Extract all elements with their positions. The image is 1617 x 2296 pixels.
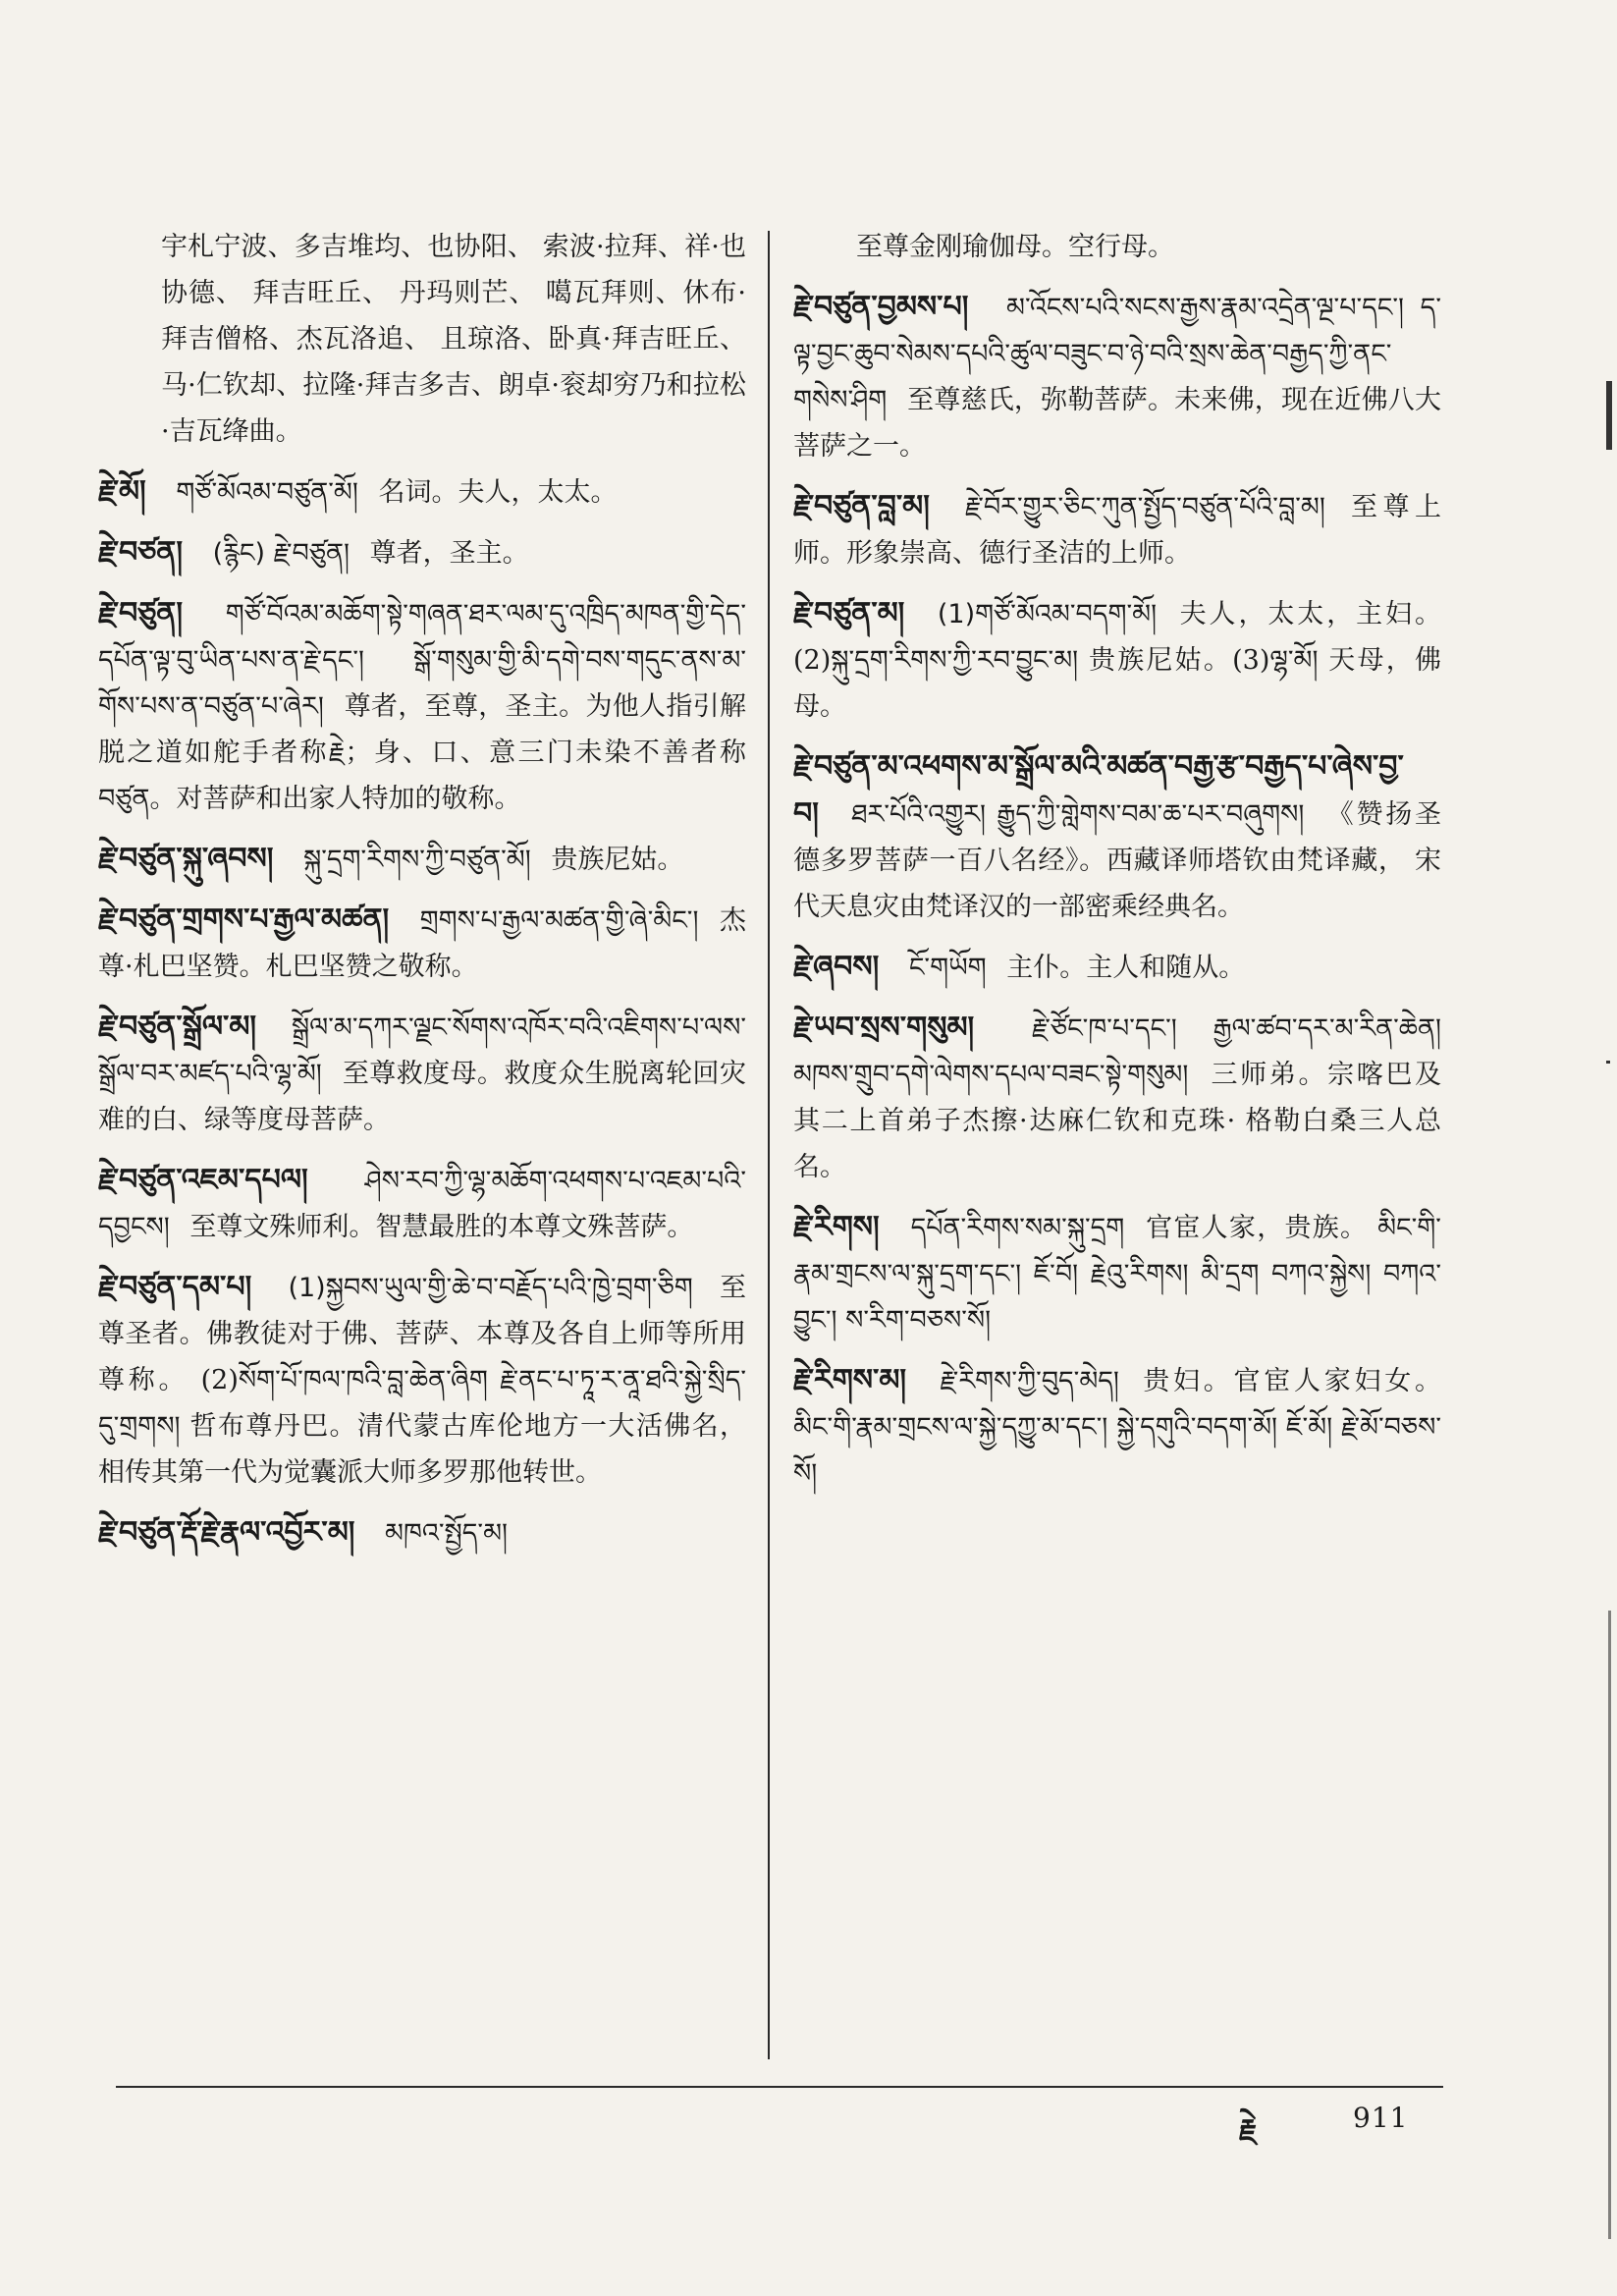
entry-rdo-rje-rnal-byor-ma (98, 1509, 746, 1557)
entry-tibetan: ངོ་གཡོག (908, 953, 987, 983)
entry-tibetan: (རྙིང) རྗེ་བཙུན། (212, 538, 350, 569)
entry-tibetan: གཙོ་མོའམ་བཙུན་མོ། (176, 477, 358, 508)
entry-tibetan: སྒྲོལ་མ་དཀར་ལྗང་སོགས་འཁོར་བའི་འཇིགས་པ་ལས་སྒྲོལ་བར་མཛད་པའི་ལྷ་མོ། (98, 1012, 746, 1089)
entry-tibetan: རྗེ་རིགས་ཀྱི་བུད་མེད། (940, 1366, 1119, 1396)
right-column (793, 224, 1441, 1510)
right-intro (793, 224, 1441, 270)
entry-head: རྗེ་བཙུན་འཇམ་དཔལ། (98, 1163, 308, 1197)
entry-definition: 尊者，圣主。 (369, 538, 529, 569)
entry-rje-btsun-sku-zhabs (98, 836, 746, 883)
entry-sgrol-ma-mtshan-brgya (793, 743, 1441, 930)
entry-definition: 《赞扬圣德多罗菩萨一百八名经》。西藏译师塔钦由梵译藏， 宋代天息灾由梵译汉的一部密乘经典名。 (793, 799, 1441, 922)
entry-definition: 官宦人家，贵族。 (1146, 1213, 1369, 1243)
entry-definition: 至尊慈氏，弥勒菩萨。未来佛，现在近佛八大菩萨之一。 (793, 385, 1441, 462)
entry-definition: 名词。夫人，太太。 (378, 477, 618, 508)
entry-head: རྗེ་རིགས་མ། (793, 1363, 907, 1397)
entry-jam-dpal (98, 1157, 746, 1250)
left-intro (98, 224, 746, 455)
entry-head: རྗེ་ཞབས། (793, 950, 880, 984)
entry-tibetan: རྗེ་བོར་གྱུར་ཅིང་ཀུན་སྤྱོད་བཙུན་པོའི་བླ་མ། (964, 492, 1325, 522)
scan-edge-mark (1608, 1611, 1611, 2239)
entry-head: རྗེ་མོ། (98, 474, 146, 509)
entry-tibetan: མ་འོངས་པའི་སངས་རྒྱས་རྣམ་འདྲེན་ལྔ་པ་དང་། ད་ལྟ་བྱང་ཆུབ་སེམས་དཔའི་ཚུལ་བཟུང་བ་ཉེ་བའི་སྲས་ཆེན་བརྒྱད་ཀྱི་ནང་གསེས་ཤིག (793, 293, 1441, 415)
entry-rje-btsun-ma (793, 590, 1441, 730)
scan-edge-mark (1606, 1061, 1610, 1064)
entry-definition: 尊者，至尊，圣主。为他人指引解脱之道如舵手者称རྗེ；身、口、意三门未染不善者称བཙུན。对菩萨和出家人特加的敬称。 (98, 691, 746, 814)
entry-rje-rigs (793, 1204, 1441, 1343)
entry-head: རྗེ་བཙུན་བྱམས་པ། (793, 290, 969, 324)
page-number: 911 (1353, 2102, 1409, 2134)
entry-tibetan: ཐར་པོའི་འགྱུར། རྒྱུད་ཀྱི་གླེགས་བམ་ཆ་པར་བཞུགས། (851, 799, 1305, 830)
running-head: རྗེ (1239, 2113, 1258, 2148)
entry-tibetan: གྲགས་པ་རྒྱལ་མཚན་གྱི་ཞེ་མིང་། (419, 905, 699, 936)
entry-rje-mo (98, 468, 746, 516)
intro-text: 宇札宁波、多吉堆均、也协阳、 索波·拉拜、祥·也协德、 拜吉旺丘、 丹玛则芒、 噶瓦拜则、休布·拜吉僧格、杰瓦洛追、 且琼洛、卧真·拜吉旺丘、马·仁钦却、拉隆·拜吉多吉、朗卓·衮却穷乃和拉松·吉瓦绛曲。 (161, 232, 746, 447)
scan-edge-mark (1606, 381, 1612, 450)
entry-bla-ma (793, 483, 1441, 576)
entry-grags-pa-rgyal-mtshan (98, 897, 746, 990)
entry-rje-rigs-ma (793, 1357, 1441, 1497)
entry-head: རྗེ་བཙུན་མ། (793, 596, 905, 630)
entry-tibetan: གཙོ་བོའམ་མཆོག་སྟེ་གཞན་ཐར་ལམ་དུ་འཁྲིད་མཁན་གྱི་དེད་དཔོན་ལྟ་བུ་ཡིན་པས་ན་རྗེ་དང་། སྒོ་གསུམ་གྱི་མི་དགེ་བས་གདུང་ནས་མ་གོས་པས་ན་བཙུན་པ་ཞེར། (98, 599, 746, 722)
entry-tibetan: མཁའ་སྤྱོད་མ། (385, 1518, 509, 1549)
column-divider (768, 231, 770, 2059)
entry-tibetan: རྗེ་ཙོང་ཁ་པ་དང་། རྒྱལ་ཚབ་དར་མ་རིན་ཆེན། མཁས་གྲུབ་དགེ་ལེགས་དཔལ་བཟང་སྟེ་གསུམ། (793, 1013, 1441, 1090)
entry-head: རྗེ་བཙུན། (98, 596, 183, 630)
entry-yab-sras-gsum (793, 1005, 1441, 1190)
entry-head: རྗེ་བཙུན་སྒྲོལ་མ། (98, 1010, 257, 1044)
entry-definition: 至尊上师。形象崇高、德行圣洁的上师。 (793, 492, 1441, 569)
entry-definition: 主仆。主人和随从。 (1006, 953, 1246, 983)
entry-dam-pa (98, 1264, 746, 1496)
entry-head: རྗེ་བཙུན་བླ་མ། (793, 489, 930, 523)
intro-text: 至尊金刚瑜伽母。空行母。 (856, 232, 1174, 262)
entry-byams-pa (793, 284, 1441, 469)
entry-head: རྗེ་བཙན། (98, 535, 183, 570)
entry-tibetan: (1)གཙོ་མོའམ་བདག་མོ། (937, 599, 1158, 629)
entry-tibetan: དཔོན་རིགས་སམ་སྐུ་དྲག (910, 1213, 1125, 1243)
entry-tibetan-2: མིང་གི་རྣམ་གྲངས་ལ་སྐྱེ་དཀྱུ་མ་དང་། སྐྱེ་དགུའི་བདག་མོ། ཇོ་མོ། རྗེ་མོ་བཅས་སོ། (793, 1412, 1441, 1489)
entry-head: རྗེ་བཙུན་སྐུ་ཞབས། (98, 842, 274, 876)
entry-tibetan: (1)སྐྱབས་ཡུལ་གྱི་ཆེ་བ་བརྗོད་པའི་ཁྱེ་བྲག་ཅིག (288, 1273, 693, 1303)
entry-definition: 三师弟。宗喀巴及其二上首弟子杰擦·达麻仁钦和克珠· 格勒白桑三人总名。 (793, 1060, 1441, 1182)
entry-tibetan-2: མིང་གི་རྣམ་གྲངས་ལ་སྐུ་དྲག་དང་། ཇོ་བོ། རྗེའུ་རིགས། མི་དྲག བཀའ་སྐྱེས། བཀའ་བྱུང་། ས་རིག་བཅས་སོ། (793, 1213, 1441, 1336)
entry-head: རྗེ་བཙུན་དམ་པ། (98, 1270, 252, 1304)
entry-definition: 至尊救度母。救度众生脱离轮回灾难的白、绿等度母菩萨。 (98, 1059, 746, 1135)
entry-definition-2: 哲布尊丹巴。清代蒙古库伦地方一大活佛名， 相传其第一代为觉囊派大师多罗那他转世。 (98, 1411, 746, 1488)
left-column (98, 224, 746, 1570)
entry-head: རྗེ་བཙུན་རྡོ་རྗེ་རྣལ་འབྱོར་མ། (98, 1515, 355, 1550)
footer-rule (116, 2086, 1443, 2088)
entry-sgrol-ma (98, 1004, 746, 1143)
entry-head: རྗེ་ཡབ་སྲས་གསུམ། (793, 1011, 975, 1045)
entry-definition: 杰尊·札巴坚赞。札巴坚赞之敬称。 (98, 905, 746, 982)
entry-head: རྗེ་རིགས། (793, 1210, 880, 1244)
entry-definition: 贵族尼姑。 (551, 845, 684, 875)
entry-tibetan: ཤེས་རབ་ཀྱི་ལྷ་མཆོག་འཕགས་པ་འཇམ་པའི་དབྱངས། (98, 1166, 746, 1242)
entry-rje-btsan (98, 529, 746, 576)
entry-head: རྗེ་བཙུན་གྲགས་པ་རྒྱལ་མཚན། (98, 902, 390, 937)
entry-rje-zhabs (793, 944, 1441, 991)
entry-definition: 至尊圣者。佛教徒对于佛、菩萨、本尊及各自上师等所用尊称。 (2)སོག་པོ་ཁལ་ཁའི་བླ་ཆེན་ཞིག རྗེ་ནང་པ་ཏཱ་ར་ནཱ་ཐའི་སྐྱེ་སྲིད་དུ་གྲགས། (98, 1273, 746, 1442)
entry-tibetan: སྐུ་དྲག་རིགས་ཀྱི་བཙུན་མོ། (303, 845, 531, 875)
entry-definition: 至尊文殊师利。智慧最胜的本尊文殊菩萨。 (189, 1212, 694, 1242)
entry-rje-btsun (98, 590, 746, 822)
entry-definition: 夫人，太太，主妇。(2)སྐུ་དྲག་རིགས་ཀྱི་རབ་བྱུང་མ། 贵族尼姑。(3)ལྷ་མོ། 天母，佛母。 (793, 599, 1441, 722)
entry-head: རྗེ་བཙུན་མ་འཕགས་མ་སྒྲོལ་མའི་མཚན་བརྒྱ་རྩ་བརྒྱད་པ་ཞེས་བྱ་བ། (793, 749, 1404, 831)
entry-definition: 贵妇。官宦人家妇女。 (1143, 1366, 1442, 1396)
